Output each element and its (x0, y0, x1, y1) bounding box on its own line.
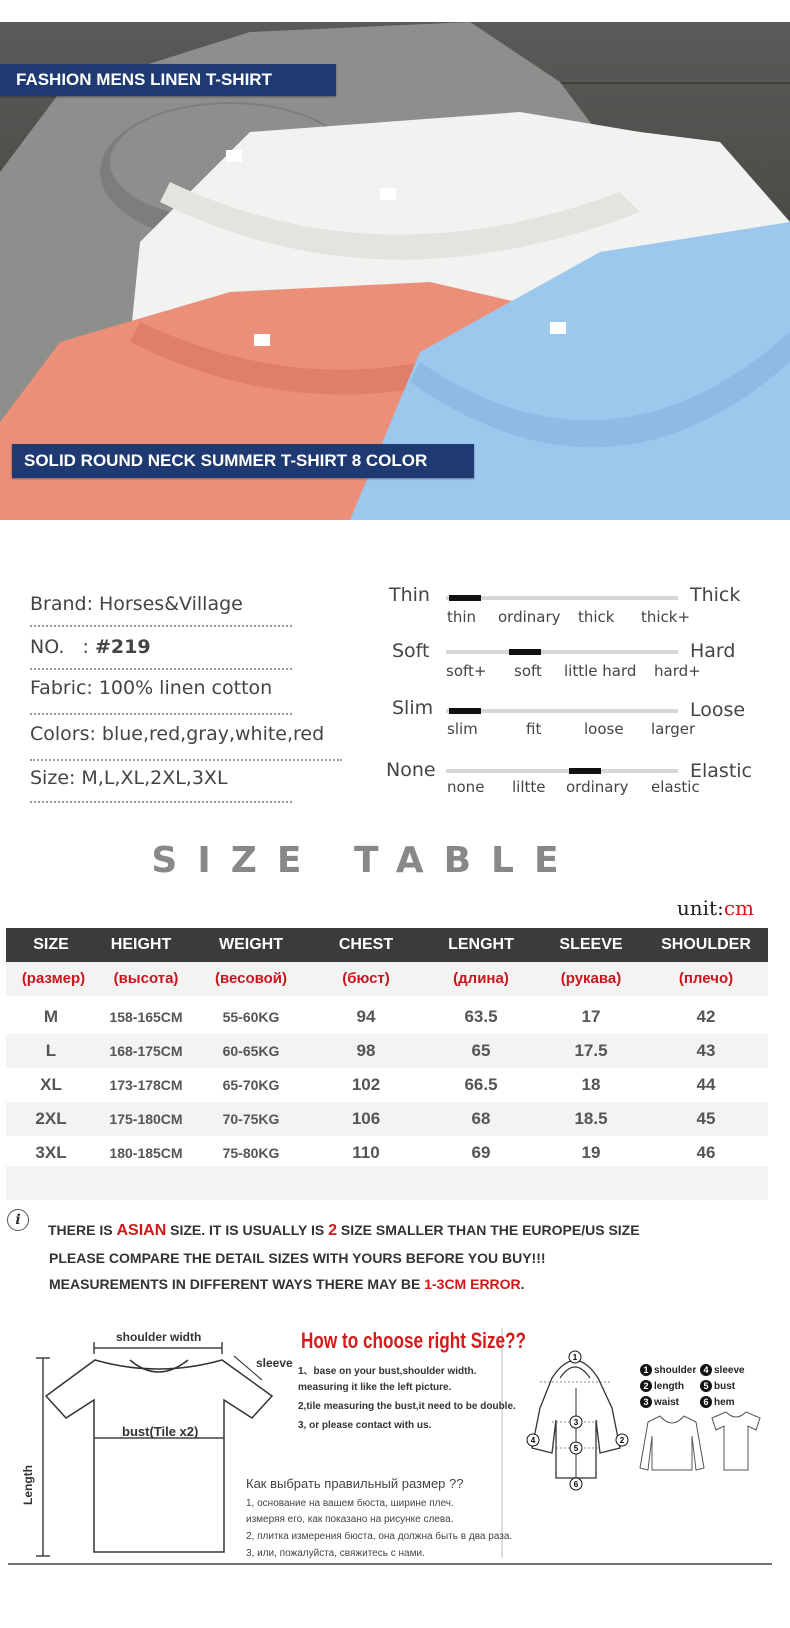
scale-left-label: Soft (392, 640, 430, 662)
cell-size: L (45, 1041, 57, 1060)
scale-tick: ordinary (498, 608, 561, 626)
cell-sleeve: 17.5 (574, 1041, 608, 1060)
cell-shoulder: 43 (696, 1041, 716, 1060)
scale-track (446, 596, 678, 600)
scale-right-label: Thick (690, 584, 741, 606)
size-table-header (6, 928, 768, 962)
note-text: SIZE. IT IS USUALLY IS (166, 1222, 329, 1238)
table-row (6, 1000, 768, 1034)
cell-height: 168-175CM (109, 1043, 183, 1059)
spec-fabric (30, 677, 292, 715)
scale-tick: soft+ (446, 662, 487, 680)
scale-tick: thick+ (641, 608, 691, 626)
info-icon: i (7, 1209, 29, 1231)
scale-right-label: Elastic (690, 760, 753, 782)
scale-level-marker (509, 649, 541, 655)
howto-ru-line: измеряя его, как показано на рисунке слева. (246, 1514, 454, 1525)
cell-length: 63.5 (464, 1007, 498, 1026)
spec-size-value: M,L,XL,2XL,3XL (81, 767, 228, 789)
unit-prefix: unit: (676, 896, 724, 920)
size-table-title: SIZE TABLE (151, 840, 579, 881)
cell-length: 69 (471, 1143, 491, 1162)
size-table-footer (6, 1166, 768, 1200)
cell-weight: 55-60KG (222, 1009, 280, 1025)
banner-subtitle: SOLID ROUND NECK SUMMER T-SHIRT 8 COLOR (12, 444, 474, 478)
spec-fabric-label: Fabric: (30, 677, 93, 699)
scale-left-label: Slim (392, 697, 434, 719)
cell-length: 66.5 (464, 1075, 498, 1094)
cell-size: M (43, 1007, 59, 1026)
scale-tick: elastic (651, 778, 700, 796)
header-sleeve: SLEEVE (559, 936, 623, 953)
banner-title: FASHION MENS LINEN T-SHIRT (0, 64, 336, 96)
note-text: . (520, 1276, 525, 1292)
howto-en-line: 2,tile measuring the bust,it need to be double. (298, 1401, 516, 1412)
scale-tick: fit (526, 720, 542, 738)
note-error (49, 1276, 525, 1292)
svg-text:4: 4 (530, 1436, 536, 1445)
cell-shoulder: 44 (696, 1075, 716, 1094)
scale-track (446, 709, 678, 713)
cell-size: XL (40, 1075, 62, 1094)
header-ru-height: (высота) (113, 970, 179, 987)
header-weight: WEIGHT (219, 936, 283, 953)
spec-size (30, 767, 292, 803)
header-length: LENGHT (448, 936, 514, 953)
legend-item: 6 hem (700, 1396, 735, 1408)
note-highlight: 1-3CM ERROR (424, 1276, 521, 1292)
spec-brand-value: Horses&Village (99, 593, 243, 615)
spec-colors-label: Colors: (30, 723, 96, 745)
howto-ru-title: Как выбрать правильный размер ?? (246, 1476, 464, 1491)
scale-tick: hard+ (654, 662, 701, 680)
legend-item: 3 waist (640, 1396, 679, 1408)
header-ru-shoulder: (плечо) (678, 970, 734, 987)
note-asian-size (48, 1222, 640, 1240)
cell-chest: 102 (351, 1075, 381, 1094)
cell-weight: 70-75KG (222, 1111, 280, 1127)
header-ru-length: (длина) (453, 970, 509, 987)
cell-sleeve: 17 (581, 1007, 601, 1026)
scale-tick: none (447, 778, 485, 796)
label-shoulder-width: shoulder width (116, 1330, 202, 1344)
cell-sleeve: 18.5 (574, 1109, 608, 1128)
spec-brand (30, 593, 292, 627)
scale-track (446, 769, 678, 773)
legend-item: 5 bust (700, 1380, 735, 1392)
header-size: SIZE (33, 936, 69, 953)
svg-text:3: 3 (573, 1418, 579, 1427)
scale-tick: thick (578, 608, 615, 626)
note-text: SIZE SMALLER THAN THE EUROPE/US SIZE (336, 1222, 640, 1238)
table-row (6, 1034, 768, 1068)
label-length: Length (21, 1465, 35, 1505)
scale-level-marker (569, 768, 601, 774)
header-ru-sleeve: (рукава) (560, 970, 622, 987)
spec-number-value: #219 (94, 636, 151, 658)
cell-chest: 94 (356, 1007, 376, 1026)
howto-en-line: measuring it like the left picture. (298, 1382, 452, 1393)
note-highlight: 2 (328, 1222, 337, 1239)
legend-item: 1 shoulder (640, 1364, 696, 1376)
scale-right-label: Loose (690, 699, 746, 721)
note-text: THERE IS (48, 1222, 117, 1238)
spec-number (30, 636, 292, 670)
scale-tick: loose (584, 720, 624, 738)
howto-en-line: 3, or please contact with us. (298, 1420, 432, 1431)
note-text: MEASUREMENTS IN DIFFERENT WAYS THERE MAY BE (49, 1276, 425, 1292)
legend-label: hem (714, 1397, 735, 1408)
unit-value: cm (723, 896, 754, 920)
cell-chest: 110 (352, 1143, 380, 1162)
cell-length: 65 (471, 1041, 491, 1060)
spec-colors (30, 723, 342, 761)
scale-tick: little hard (564, 662, 637, 680)
spec-number-label: NO. : (30, 636, 89, 658)
scale-left-label: Thin (389, 584, 430, 606)
cell-height: 173-178CM (109, 1077, 183, 1093)
cell-size: 3XL (35, 1143, 67, 1162)
scale-level-marker (449, 708, 481, 714)
svg-text:1: 1 (572, 1353, 578, 1362)
spec-brand-label: Brand: (30, 593, 93, 615)
howto-ru-line: 3, или, пожалуйста, свяжитесь с нами. (246, 1548, 425, 1559)
cell-sleeve: 19 (581, 1143, 601, 1162)
legend-item: 4 sleeve (700, 1364, 745, 1376)
cell-length: 68 (471, 1109, 491, 1128)
label-bust: bust(Tile x2) (122, 1424, 199, 1439)
label-sleeve: sleeve (256, 1356, 293, 1370)
cell-height: 175-180CM (109, 1111, 183, 1127)
legend-item: 2 length (640, 1380, 684, 1392)
size-table-subheader (6, 962, 768, 996)
header-height: HEIGHT (110, 936, 172, 953)
scale-tick: thin (447, 608, 477, 626)
cell-chest: 98 (356, 1041, 376, 1060)
unit-label (677, 896, 754, 920)
scale-tick: larger (651, 720, 696, 738)
howto-ru-line: 1, основание на вашем бюста, ширине плеч. (246, 1498, 454, 1509)
header-ru-size: (размер) (21, 970, 86, 987)
cell-height: 158-165CM (109, 1009, 183, 1025)
header-chest: CHEST (338, 936, 394, 953)
scale-right-label: Hard (690, 640, 736, 662)
scale-left-label: None (386, 759, 436, 781)
svg-text:5: 5 (573, 1444, 579, 1453)
cell-size: 2XL (35, 1109, 67, 1128)
legend-label: shoulder (654, 1365, 697, 1376)
cell-height: 180-185CM (109, 1145, 183, 1161)
legend-label: waist (654, 1397, 680, 1408)
legend-label: sleeve (714, 1365, 745, 1376)
header-ru-chest: (бюст) (342, 970, 390, 987)
cell-sleeve: 18 (581, 1075, 601, 1094)
scale-tick: slim (447, 720, 478, 738)
cell-shoulder: 46 (696, 1143, 716, 1162)
table-row (6, 1136, 768, 1170)
svg-text:6: 6 (573, 1480, 579, 1489)
howto-ru-line: 2, плитка измерения бюста, она должна быть в два раза. (246, 1531, 513, 1542)
cell-shoulder: 45 (696, 1109, 716, 1128)
scale-tick: soft (514, 662, 542, 680)
legend-label: length (654, 1381, 684, 1392)
legend-label: bust (714, 1381, 736, 1392)
hero-image (0, 22, 790, 520)
cell-weight: 65-70KG (222, 1077, 280, 1093)
spec-fabric-value: 100% linen cotton (98, 677, 273, 699)
scale-tick: ordinary (566, 778, 629, 796)
svg-text:2: 2 (619, 1436, 625, 1445)
header-ru-weight: (весовой) (214, 970, 288, 987)
howto-en-line: 1、base on your bust,shoulder width. (298, 1366, 477, 1377)
scale-tick: liltte (512, 778, 546, 796)
header-shoulder: SHOULDER (661, 936, 751, 953)
cell-chest: 106 (351, 1109, 381, 1128)
note-highlight: ASIAN (116, 1222, 167, 1239)
table-row (6, 1102, 768, 1136)
table-row (6, 1068, 768, 1102)
spec-colors-value: blue,red,gray,white,red (101, 723, 325, 745)
scale-level-marker (449, 595, 481, 601)
howto-title: How to choose right Size?? (301, 1328, 526, 1353)
note-compare: PLEASE COMPARE THE DETAIL SIZES WITH YOURS BEFORE YOU BUY!!! (49, 1250, 546, 1266)
cell-weight: 60-65KG (222, 1043, 280, 1059)
cell-weight: 75-80KG (222, 1145, 280, 1161)
spec-size-label: Size: (30, 767, 76, 789)
cell-shoulder: 42 (696, 1007, 716, 1026)
scale-track (446, 650, 678, 654)
